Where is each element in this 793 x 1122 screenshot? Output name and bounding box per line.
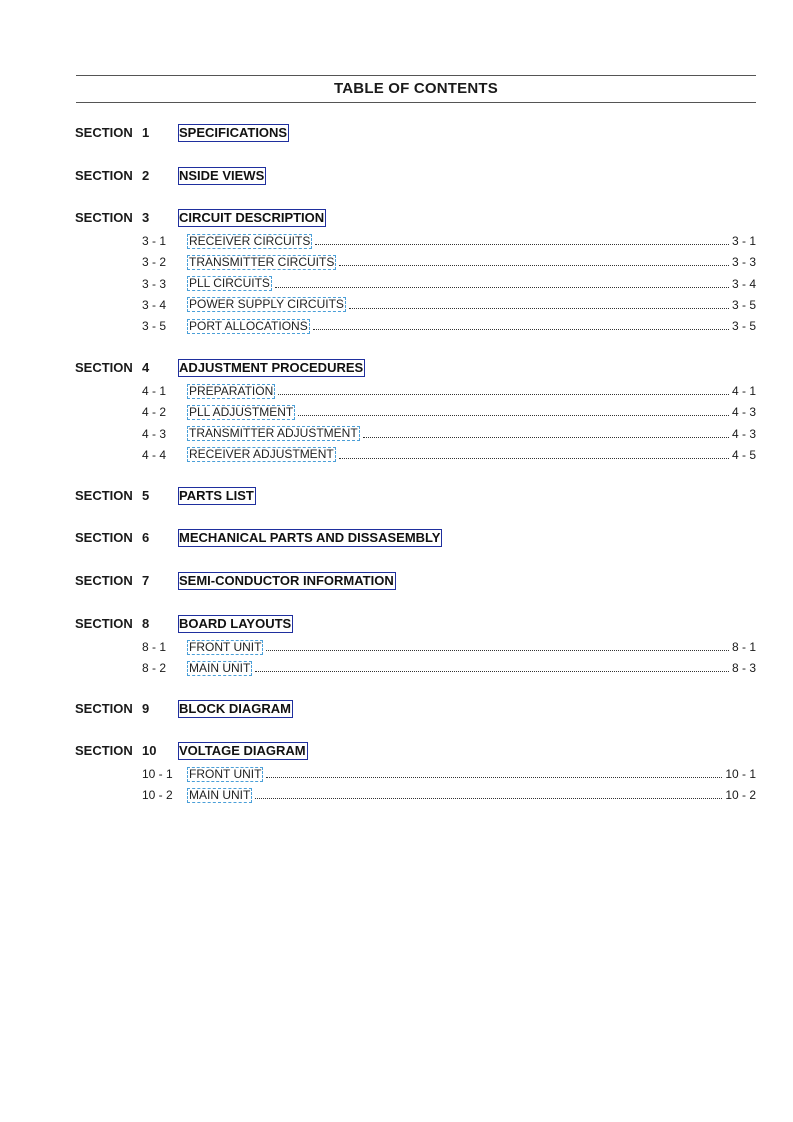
dot-leader	[278, 393, 729, 395]
dot-leader	[363, 436, 729, 438]
subsection-title-link[interactable]: MAIN UNIT	[189, 660, 251, 675]
section-number: 9	[142, 701, 150, 716]
subsection-page-number: 8 - 1	[731, 640, 756, 654]
subsection-page-number: 4 - 3	[731, 405, 756, 420]
subsection-number: 3 - 2	[142, 255, 167, 270]
section-word: SECTION	[75, 701, 133, 716]
subsection-page-number: 8 - 3	[731, 661, 756, 676]
section-heading	[75, 700, 293, 718]
section-word: SECTION	[75, 530, 133, 545]
section-number: 8	[142, 616, 150, 631]
section-title-link[interactable]: CIRCUIT DESCRIPTION	[179, 210, 325, 225]
subsection-number: 4 - 3	[142, 426, 167, 441]
subsection-entry	[142, 766, 756, 782]
subsection-number: 3 - 3	[142, 276, 167, 291]
subsection-title-link[interactable]: TRANSMITTER ADJUSTMENT	[189, 426, 358, 441]
subsection-entry	[142, 276, 756, 292]
dot-leader	[255, 670, 729, 672]
section-word: SECTION	[75, 488, 133, 503]
section-number: 4	[142, 360, 150, 375]
dot-leader	[315, 243, 729, 245]
subsection-entry	[142, 254, 756, 270]
dot-leader	[298, 414, 729, 416]
subsection-page-number: 10 - 1	[725, 767, 756, 781]
dot-leader	[255, 797, 722, 799]
dot-leader	[339, 264, 729, 266]
subsection-page-number: 4 - 3	[731, 426, 756, 441]
subsection-number: 3 - 1	[142, 234, 167, 248]
subsection-page-number: 4 - 5	[731, 447, 756, 462]
section-word: SECTION	[75, 573, 133, 588]
subsection-title-link[interactable]: PORT ALLOCATIONS	[189, 318, 308, 333]
section-word: SECTION	[75, 210, 133, 225]
section-word: SECTION	[75, 616, 133, 631]
section-heading	[75, 167, 266, 185]
section-heading	[75, 487, 256, 505]
subsection-title-link[interactable]: PLL ADJUSTMENT	[189, 404, 294, 419]
subsection-number: 4 - 2	[142, 405, 167, 420]
section-heading	[75, 359, 365, 377]
section-number: 10	[142, 743, 157, 758]
dot-leader	[266, 649, 729, 651]
section-heading	[75, 529, 442, 547]
section-word: SECTION	[75, 125, 133, 140]
section-number: 1	[142, 125, 150, 140]
subsection-page-number: 3 - 3	[731, 255, 756, 270]
section-title-link[interactable]: BOARD LAYOUTS	[179, 616, 292, 631]
subsection-entry	[142, 639, 756, 655]
subsection-entry	[142, 426, 756, 442]
subsection-entry	[142, 447, 756, 463]
section-title-link[interactable]: SPECIFICATIONS	[179, 125, 288, 140]
section-title-link[interactable]: BLOCK DIAGRAM	[179, 701, 291, 716]
subsection-title-link[interactable]: MAIN UNIT	[189, 787, 251, 802]
subsection-page-number: 3 - 4	[731, 276, 756, 291]
subsection-title-link[interactable]: RECEIVER ADJUSTMENT	[189, 447, 334, 462]
subsection-number: 3 - 4	[142, 297, 167, 312]
subsection-title-link[interactable]: FRONT UNIT	[189, 639, 262, 654]
subsection-title-link[interactable]: PLL CIRCUITS	[189, 276, 270, 291]
subsection-number: 8 - 2	[142, 661, 167, 676]
subsection-title-link[interactable]: RECEIVER CIRCUITS	[189, 233, 311, 248]
section-title-link[interactable]: VOLTAGE DIAGRAM	[179, 743, 306, 758]
subsection-title-link[interactable]: FRONT UNIT	[189, 766, 262, 781]
section-number: 7	[142, 573, 150, 588]
subsection-number: 4 - 1	[142, 384, 167, 398]
dot-leader	[266, 776, 722, 778]
subsection-entry	[142, 233, 756, 249]
section-title-link[interactable]: NSIDE VIEWS	[179, 168, 265, 183]
subsection-page-number: 3 - 5	[731, 319, 756, 334]
section-heading	[75, 615, 293, 633]
section-title-link[interactable]: PARTS LIST	[179, 488, 254, 503]
section-number: 5	[142, 488, 150, 503]
section-word: SECTION	[75, 360, 133, 375]
section-heading	[75, 124, 289, 142]
section-heading	[75, 742, 308, 760]
subsection-page-number: 3 - 1	[731, 234, 756, 248]
subsection-entry	[142, 787, 756, 803]
section-word: SECTION	[75, 168, 133, 183]
subsection-title-link[interactable]: PREPARATION	[189, 383, 274, 398]
section-number: 2	[142, 168, 150, 183]
section-title-link[interactable]: MECHANICAL PARTS AND DISSASEMBLY	[179, 530, 441, 545]
section-word: SECTION	[75, 743, 133, 758]
section-number: 3	[142, 210, 150, 225]
subsection-number: 3 - 5	[142, 319, 167, 334]
subsection-title-link[interactable]: TRANSMITTER CIRCUITS	[189, 254, 335, 269]
subsection-number: 8 - 1	[142, 640, 167, 654]
subsection-title-link[interactable]: POWER SUPPLY CIRCUITS	[189, 297, 344, 312]
subsection-number: 10 - 1	[142, 767, 173, 781]
section-heading	[75, 209, 326, 227]
subsection-entry	[142, 297, 756, 313]
subsection-number: 10 - 2	[142, 788, 173, 803]
section-heading	[75, 572, 396, 590]
subsection-entry	[142, 318, 756, 334]
section-number: 6	[142, 530, 150, 545]
dot-leader	[313, 328, 729, 330]
subsection-page-number: 3 - 5	[731, 297, 756, 312]
section-title-link[interactable]: ADJUSTMENT PROCEDURES	[179, 360, 364, 375]
subsection-entry	[142, 404, 756, 420]
subsection-number: 4 - 4	[142, 447, 167, 462]
title-bottom-rule	[76, 102, 756, 103]
page-title: TABLE OF CONTENTS	[334, 80, 498, 97]
subsection-page-number: 4 - 1	[731, 384, 756, 398]
title-top-rule	[76, 75, 756, 76]
subsection-entry	[142, 383, 756, 399]
dot-leader	[275, 286, 729, 288]
subsection-entry	[142, 660, 756, 676]
subsection-page-number: 10 - 2	[725, 788, 756, 803]
dot-leader	[349, 307, 729, 309]
dot-leader	[339, 457, 729, 459]
section-title-link[interactable]: SEMI-CONDUCTOR INFORMATION	[179, 573, 394, 588]
